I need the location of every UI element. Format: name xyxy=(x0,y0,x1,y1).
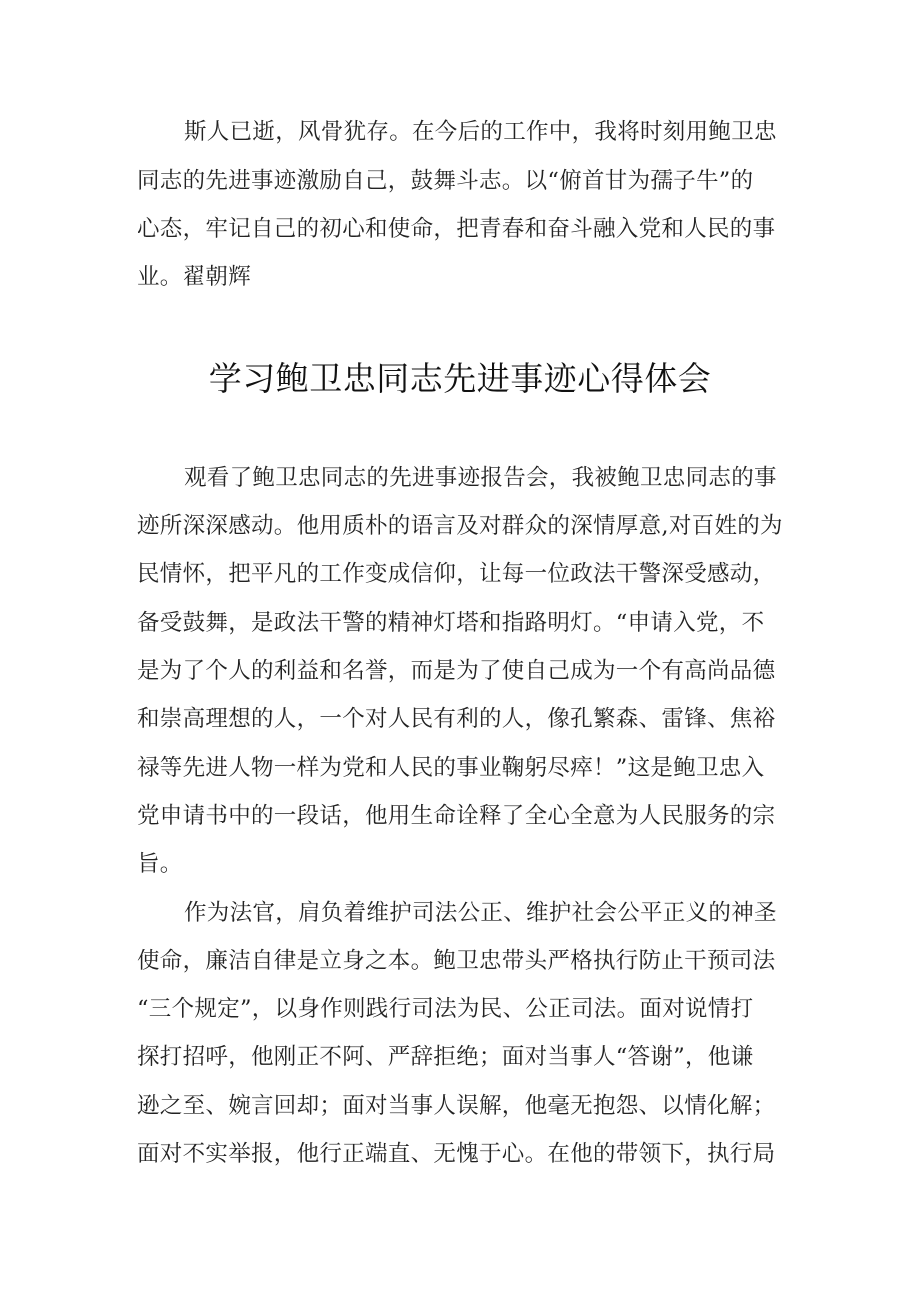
prev-line-1: 斯人已逝，风骨犹存。在今后的工作中，我将时刻用鲍卫忠 xyxy=(184,119,777,145)
para2-line-5: 逊之至、婉言回却；面对当事人误解，他毫无抱怨、以情化解； xyxy=(137,1093,776,1119)
para2-line-4: 探打招呼，他刚正不阿、严辞拒绝；面对当事人“答谢”，他谦 xyxy=(137,1044,754,1070)
para1-line-7: 禄等先进人物一样为党和人民的事业鞠躬尽瘁！”这是鲍卫忠入 xyxy=(137,755,765,781)
para2-line-3: “三个规定”，以身作则践行司法为民、公正司法。面对说情打 xyxy=(137,996,754,1022)
para1-line-8: 党申请书中的一段话，他用生命诠释了全心全意为人民服务的宗 xyxy=(137,803,776,829)
para1-line-6: 和崇高理想的人，一个对人民有利的人，像孔繁森、雷锋、焦裕 xyxy=(137,706,776,732)
document-title: 学习鲍卫忠同志先进事迹心得体会 xyxy=(208,359,712,398)
para1-line-3: 民情怀，把平凡的工作变成信仰，让每一位政法干警深受感动， xyxy=(137,561,776,587)
para1-line-5: 是为了个人的利益和名誉，而是为了使自己成为一个有高尚品德 xyxy=(137,658,776,684)
para1-line-9: 旨。 xyxy=(137,851,183,877)
prev-line-4: 业。翟朝辉 xyxy=(137,264,252,290)
para2-line-2: 使命，廉洁自律是立身之本。鲍卫忠带头严格执行防止干预司法 xyxy=(137,948,776,974)
prev-line-2: 同志的先进事迹激励自己，鼓舞斗志。以“俯首甘为孺子牛”的 xyxy=(137,168,754,194)
para2-line-6: 面对不实举报，他行正端直、无愧于心。在他的带领下，执行局 xyxy=(137,1141,776,1167)
prev-line-3: 心态，牢记自己的初心和使命，把青春和奋斗融入党和人民的事 xyxy=(137,216,776,242)
para1-line-2: 迹所深深感动。他用质朴的语言及对群众的深情厚意,对百姓的为 xyxy=(137,513,783,539)
para1-line-1: 观看了鲍卫忠同志的先进事迹报告会，我被鲍卫忠同志的事 xyxy=(184,465,777,491)
para1-line-4: 备受鼓舞，是政法干警的精神灯塔和指路明灯。“申请入党，不 xyxy=(137,610,765,636)
para2-line-1: 作为法官，肩负着维护司法公正、维护社会公平正义的神圣 xyxy=(184,900,777,926)
